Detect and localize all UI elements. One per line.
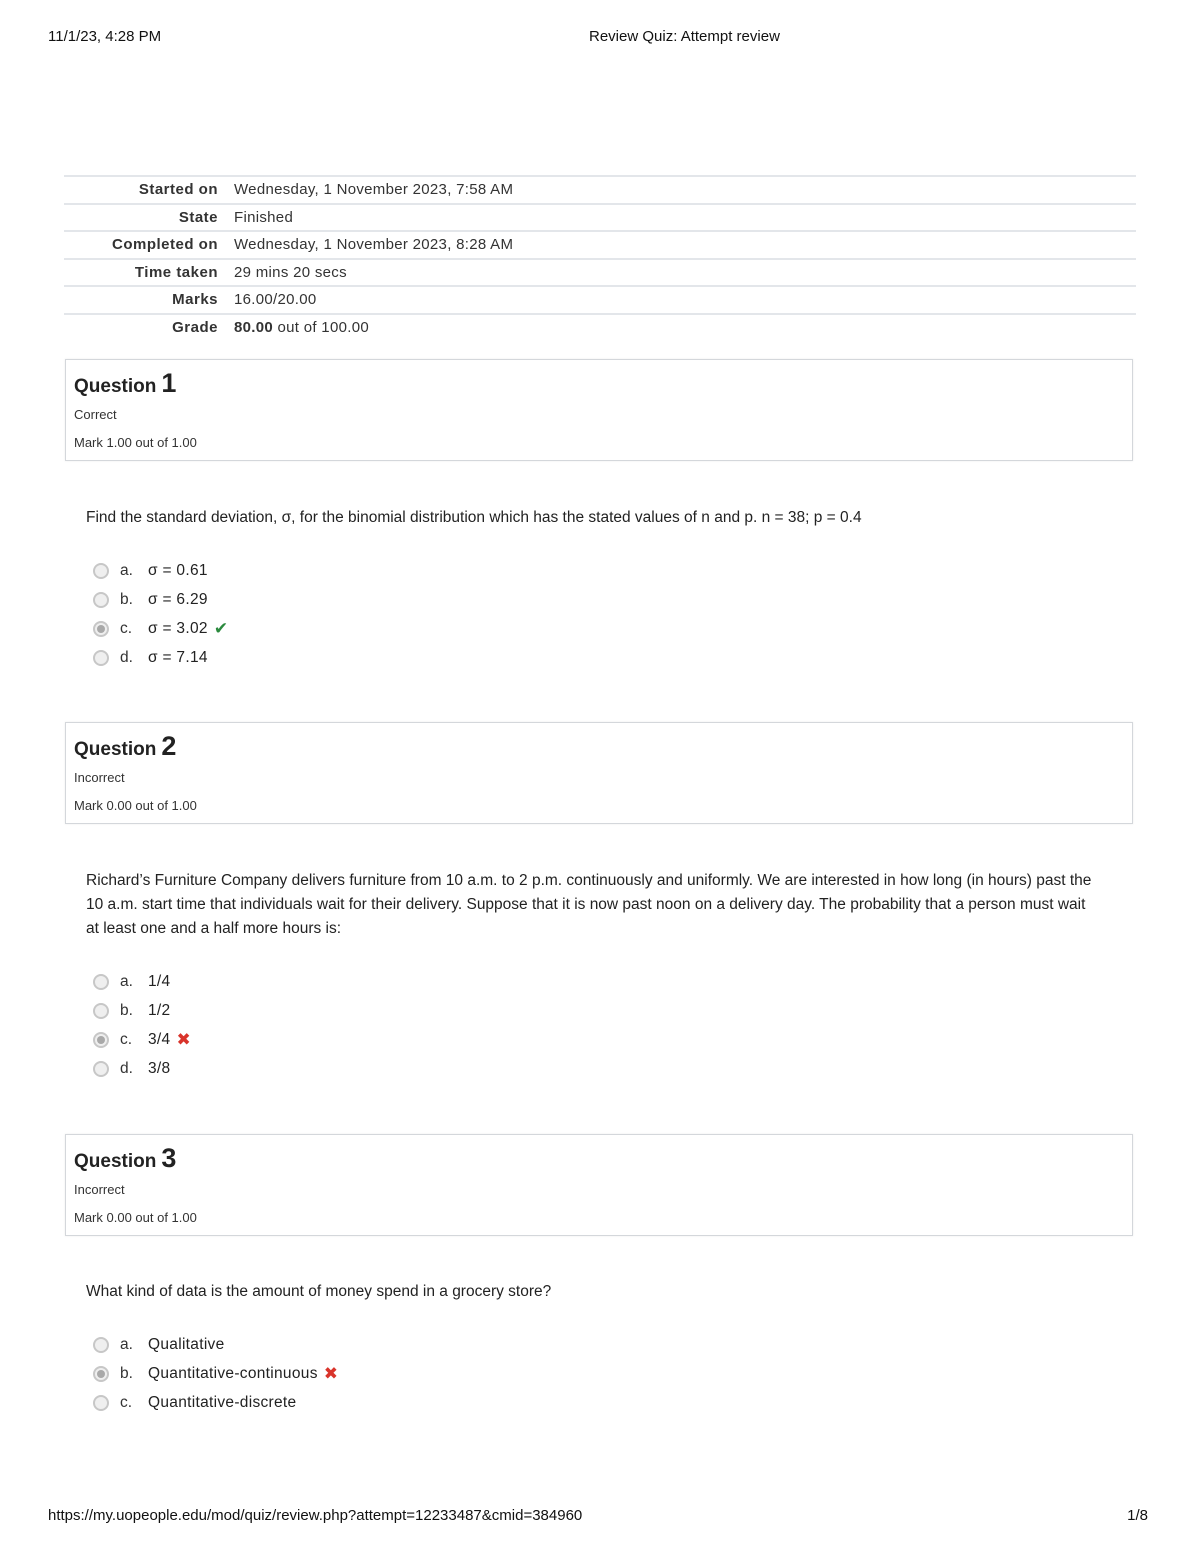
answer-option-b-selected[interactable] <box>93 1359 338 1388</box>
radio-button[interactable] <box>93 1395 109 1411</box>
summary-row-marks <box>64 286 1136 314</box>
summary-label: Grade <box>172 319 218 337</box>
answer-option-a[interactable] <box>93 967 191 996</box>
summary-value: Wednesday, 1 November 2023, 8:28 AM <box>234 236 514 254</box>
question-label: Question <box>74 739 157 760</box>
question-3-state: Incorrect <box>74 1182 125 1197</box>
question-1-mark: Mark 1.00 out of 1.00 <box>74 435 197 450</box>
question-number: 2 <box>161 731 177 761</box>
answer-option-c-selected[interactable] <box>93 1025 191 1054</box>
cross-icon: ✖ <box>176 1030 191 1049</box>
radio-button[interactable] <box>93 1337 109 1353</box>
question-3-info <box>65 1134 1133 1236</box>
question-3-answers <box>93 1330 338 1417</box>
question-number: 1 <box>161 368 177 398</box>
summary-label: Started on <box>138 181 218 199</box>
print-header <box>48 28 1152 48</box>
answer-text: Quantitative-continuous <box>148 1364 318 1382</box>
grade-score: 80.00 <box>234 319 274 337</box>
radio-button[interactable] <box>93 650 109 666</box>
radio-button-checked[interactable] <box>93 1032 109 1048</box>
answer-option-b[interactable] <box>93 996 191 1025</box>
question-2-info <box>65 722 1133 824</box>
question-1-title <box>74 368 176 399</box>
summary-label: Marks <box>172 291 218 309</box>
answer-letter: d. <box>120 1059 133 1077</box>
question-2-mark: Mark 0.00 out of 1.00 <box>74 798 197 813</box>
summary-row-time-taken <box>64 259 1136 287</box>
answer-option-a[interactable] <box>93 1330 338 1359</box>
question-3-text: What kind of data is the amount of money spend in a grocery store? <box>86 1283 552 1300</box>
summary-value: Wednesday, 1 November 2023, 7:58 AM <box>234 181 514 199</box>
question-1-text: Find the standard deviation, σ, for the binomial distribution which has the stated values of n and p. n = 38; p = 0.4 <box>86 509 862 526</box>
grade-out-of: out of 100.00 <box>277 319 369 337</box>
answer-text: σ = 3.02 <box>148 619 208 637</box>
answer-text: σ = 6.29 <box>148 590 208 608</box>
question-2-answers <box>93 967 191 1083</box>
answer-option-b[interactable] <box>93 585 228 614</box>
answer-option-a[interactable] <box>93 556 228 585</box>
print-footer <box>48 1507 1148 1527</box>
answer-text: 1/2 <box>148 1001 171 1019</box>
summary-label: State <box>178 208 218 226</box>
radio-button[interactable] <box>93 592 109 608</box>
answer-letter: c. <box>120 619 133 637</box>
question-2-text: Richard’s Furniture Company delivers furniture from 10 a.m. to 2 p.m. continuously and uniformly. We are interested in how long (in hours) past the 10 a.m. start time that individuals wait for their delivery. Suppose that it is now past noon on a delivery day. The probability that a person must wait at least one and a half more hours is: <box>86 872 1092 937</box>
answer-text: σ = 0.61 <box>148 561 208 579</box>
radio-button[interactable] <box>93 1061 109 1077</box>
answer-text: 3/4 <box>148 1030 171 1048</box>
answer-letter: a. <box>120 972 133 990</box>
answer-letter: d. <box>120 648 133 666</box>
summary-row-completed-on <box>64 231 1136 259</box>
question-3-mark: Mark 0.00 out of 1.00 <box>74 1210 197 1225</box>
question-number: 3 <box>161 1143 177 1173</box>
answer-letter: c. <box>120 1393 133 1411</box>
question-1-answers <box>93 556 228 672</box>
summary-row-started-on <box>64 176 1136 204</box>
question-3-title <box>74 1143 176 1174</box>
check-icon: ✔ <box>213 619 229 638</box>
page-number: 1/8 <box>1127 1507 1148 1524</box>
radio-button[interactable] <box>93 974 109 990</box>
question-label: Question <box>74 376 157 397</box>
answer-letter: c. <box>120 1030 133 1048</box>
question-2-state: Incorrect <box>74 770 125 785</box>
radio-button[interactable] <box>93 1003 109 1019</box>
answer-text: Qualitative <box>148 1335 225 1353</box>
answer-option-c[interactable] <box>93 1388 338 1417</box>
summary-value: 16.00/20.00 <box>234 291 317 309</box>
answer-option-d[interactable] <box>93 643 228 672</box>
question-label: Question <box>74 1151 157 1172</box>
answer-text: σ = 7.14 <box>148 648 208 666</box>
answer-letter: b. <box>120 590 133 608</box>
print-datetime: 11/1/23, 4:28 PM <box>48 28 162 45</box>
answer-letter: b. <box>120 1001 133 1019</box>
question-1-info <box>65 359 1133 461</box>
summary-value: Finished <box>234 208 294 226</box>
summary-value: 29 mins 20 secs <box>234 263 347 281</box>
cross-icon: ✖ <box>323 1364 338 1383</box>
print-page-title: Review Quiz: Attempt review <box>589 28 780 45</box>
summary-value <box>228 314 1136 342</box>
answer-letter: b. <box>120 1364 133 1382</box>
answer-text: 3/8 <box>148 1059 171 1077</box>
answer-text: 1/4 <box>148 972 171 990</box>
summary-row-state <box>64 204 1136 232</box>
summary-label: Completed on <box>112 236 218 254</box>
answer-letter: a. <box>120 561 133 579</box>
answer-letter: a. <box>120 1335 133 1353</box>
summary-label: Time taken <box>134 263 218 281</box>
radio-button-checked[interactable] <box>93 621 109 637</box>
radio-button[interactable] <box>93 563 109 579</box>
summary-row-grade <box>64 314 1136 342</box>
answer-option-c-selected[interactable] <box>93 614 228 643</box>
answer-option-d[interactable] <box>93 1054 191 1083</box>
radio-button-checked[interactable] <box>93 1366 109 1382</box>
answer-text: Quantitative-discrete <box>148 1393 297 1411</box>
question-2-title <box>74 731 176 762</box>
page-url: https://my.uopeople.edu/mod/quiz/review.php?attempt=12233487&cmid=384960 <box>48 1507 583 1524</box>
attempt-summary-table <box>64 175 1136 341</box>
question-1-state: Correct <box>74 407 117 422</box>
